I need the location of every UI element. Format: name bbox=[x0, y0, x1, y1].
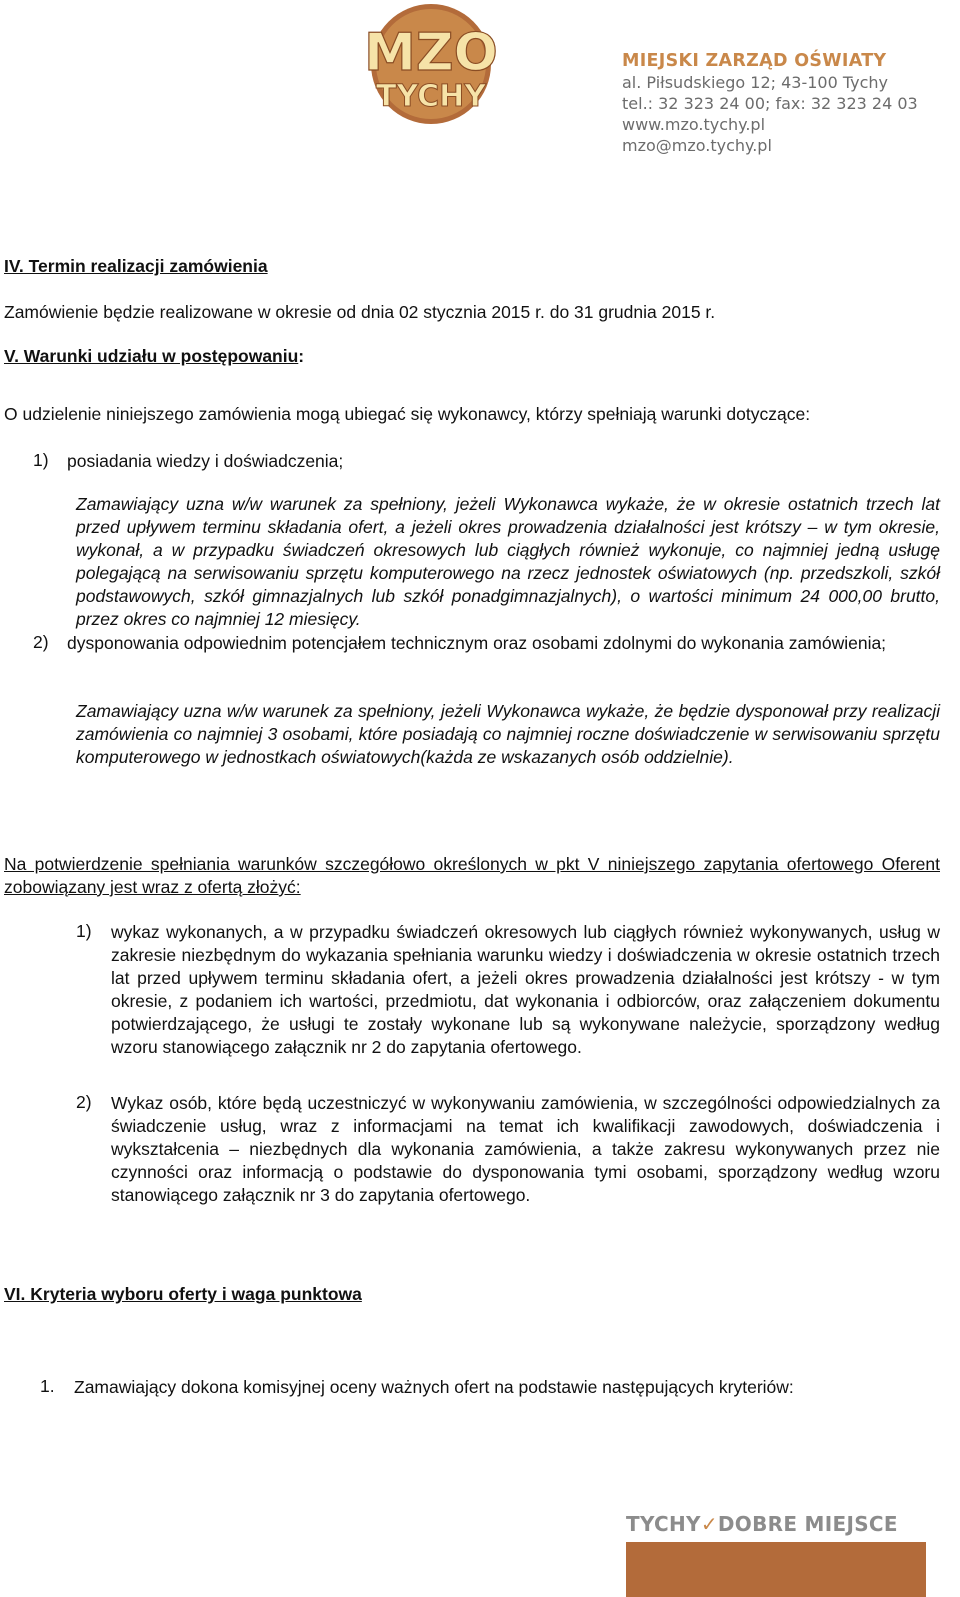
confirmation-intro: Na potwierdzenie spełniania warunków szczegółowo określonych w pkt V niniejszego zapytania ofertowego Oferent zobowiązany jest wraz z ofertą złożyć: bbox=[4, 854, 940, 897]
org-address: al. Piłsudskiego 12; 43-100 Tychy bbox=[622, 73, 889, 92]
section-iv-heading: IV. Termin realizacji zamówienia bbox=[4, 256, 268, 276]
logo-line1: MZO bbox=[364, 23, 498, 83]
section-vi-heading: VI. Kryteria wyboru oferty i waga punktowa bbox=[4, 1284, 362, 1304]
footer-brand-left: TYCHY bbox=[626, 1512, 701, 1536]
document-2-text: Wykaz osób, które będą uczestniczyć w wykonywaniu zamówienia, w szczególności odpowiedzialnych za świadczenie usług, wraz z informacjami na temat ich kwalifikacji zawodowych, doświadczenia i wykształcenia – niezbędnych dla wykonania zamówienia, a także zakresu wykonywanych przez nie czynności oraz informacją o podstawie do dysponowania tymi osobami, sporządzony według wzoru stanowiącego załącznik nr 3 do zapytania ofertowego. bbox=[111, 1093, 940, 1205]
footer-brand bbox=[626, 1512, 926, 1536]
section-v-heading-colon: : bbox=[298, 346, 305, 366]
criteria-1-number: 1. bbox=[40, 1376, 55, 1396]
condition-2-title: dysponowania odpowiednim potencjałem technicznym oraz osobami zdolnymi do wykonania zamówienia; bbox=[67, 633, 887, 653]
logo-line2: TYCHY bbox=[376, 79, 486, 114]
criteria-1-text: Zamawiający dokona komisyjnej oceny ważnych ofert na podstawie następujących kryteriów: bbox=[74, 1377, 794, 1397]
section-v-heading bbox=[4, 346, 304, 367]
section-iv-text: Zamówienie będzie realizowane w okresie od dnia 02 stycznia 2015 r. do 31 grudnia 2015 r. bbox=[4, 302, 716, 322]
document-1-text: wykaz wykonanych, a w przypadku świadczeń okresowych lub ciągłych również wykonywanych, usług w zakresie niezbędnym do wykazania spełniania warunku wiedzy i doświadczenia w okresie ostatnich trzech lat przed upływem terminu składania ofert, a jeżeli okres prowadzenia działalności jest krótszy - w tym okresie, z podaniem ich wartości, przedmiotu, dat wykonania i odbiorców, oraz załączeniem dokumentu potwierdzającego, że usługi te zostały wykonane lub są wykonywane należycie, sporządzony według wzoru stanowiącego załącznik nr 2 do zapytania ofertowego. bbox=[111, 922, 940, 1057]
condition-2-number: 2) bbox=[33, 632, 49, 652]
checkmark-icon: ✓ bbox=[700, 1512, 718, 1536]
condition-2-description: Zamawiający uzna w/w warunek za spełniony, jeżeli Wykonawca wykaże, że będzie dysponował przy realizacji zamówienia co najmniej 3 osobami, które posiadają co najmniej roczne doświadczenie w serwisowaniu sprzętu komputerowego w jednostkach oświatowych(każda ze wskazanych osób oddzielnie). bbox=[76, 701, 940, 767]
document-2-number: 2) bbox=[76, 1092, 92, 1112]
footer-bar bbox=[626, 1542, 926, 1597]
org-info bbox=[622, 50, 918, 156]
footer-brand-right: DOBRE MIEJSCE bbox=[717, 1512, 898, 1536]
org-email-link[interactable]: mzo@mzo.tychy.pl bbox=[622, 136, 772, 155]
section-v-intro: O udzielenie niniejszego zamówienia mogą ubiegać się wykonawcy, którzy spełniają warunki dotyczące: bbox=[4, 404, 811, 424]
section-v-heading-text: V. Warunki udziału w postępowaniu bbox=[4, 346, 299, 366]
org-phone: tel.: 32 323 24 00; fax: 32 323 24 03 bbox=[622, 94, 918, 113]
org-website-link[interactable]: www.mzo.tychy.pl bbox=[622, 115, 766, 134]
condition-1-description: Zamawiający uzna w/w warunek za spełniony, jeżeli Wykonawca wykaże, że w okresie ostatnich trzech lat przed upływem terminu składania ofert, a jeżeli okres prowadzenia działalności jest krótszy – w tym okresie, wykonał, a w przypadku świadczeń okresowych lub ciągłych również wykonuje, co najmniej jedną usługę polegającą na serwisowaniu sprzętu komputerowego na rzecz jednostek oświatowych (np. przedszkoli, szkół podstawowych, szkół gimnazjalnych lub szkół ponadgimnazjalnych), o wartości minimum 24 000,00 brutto, przez okres co najmniej 12 miesięcy. bbox=[76, 494, 940, 629]
document-1-number: 1) bbox=[76, 921, 92, 941]
condition-1-title: posiadania wiedzy i doświadczenia; bbox=[67, 451, 344, 471]
org-name: MIEJSKI ZARZĄD OŚWIATY bbox=[622, 51, 887, 71]
mzo-tychy-logo bbox=[358, 2, 504, 126]
condition-1-number: 1) bbox=[33, 450, 49, 470]
